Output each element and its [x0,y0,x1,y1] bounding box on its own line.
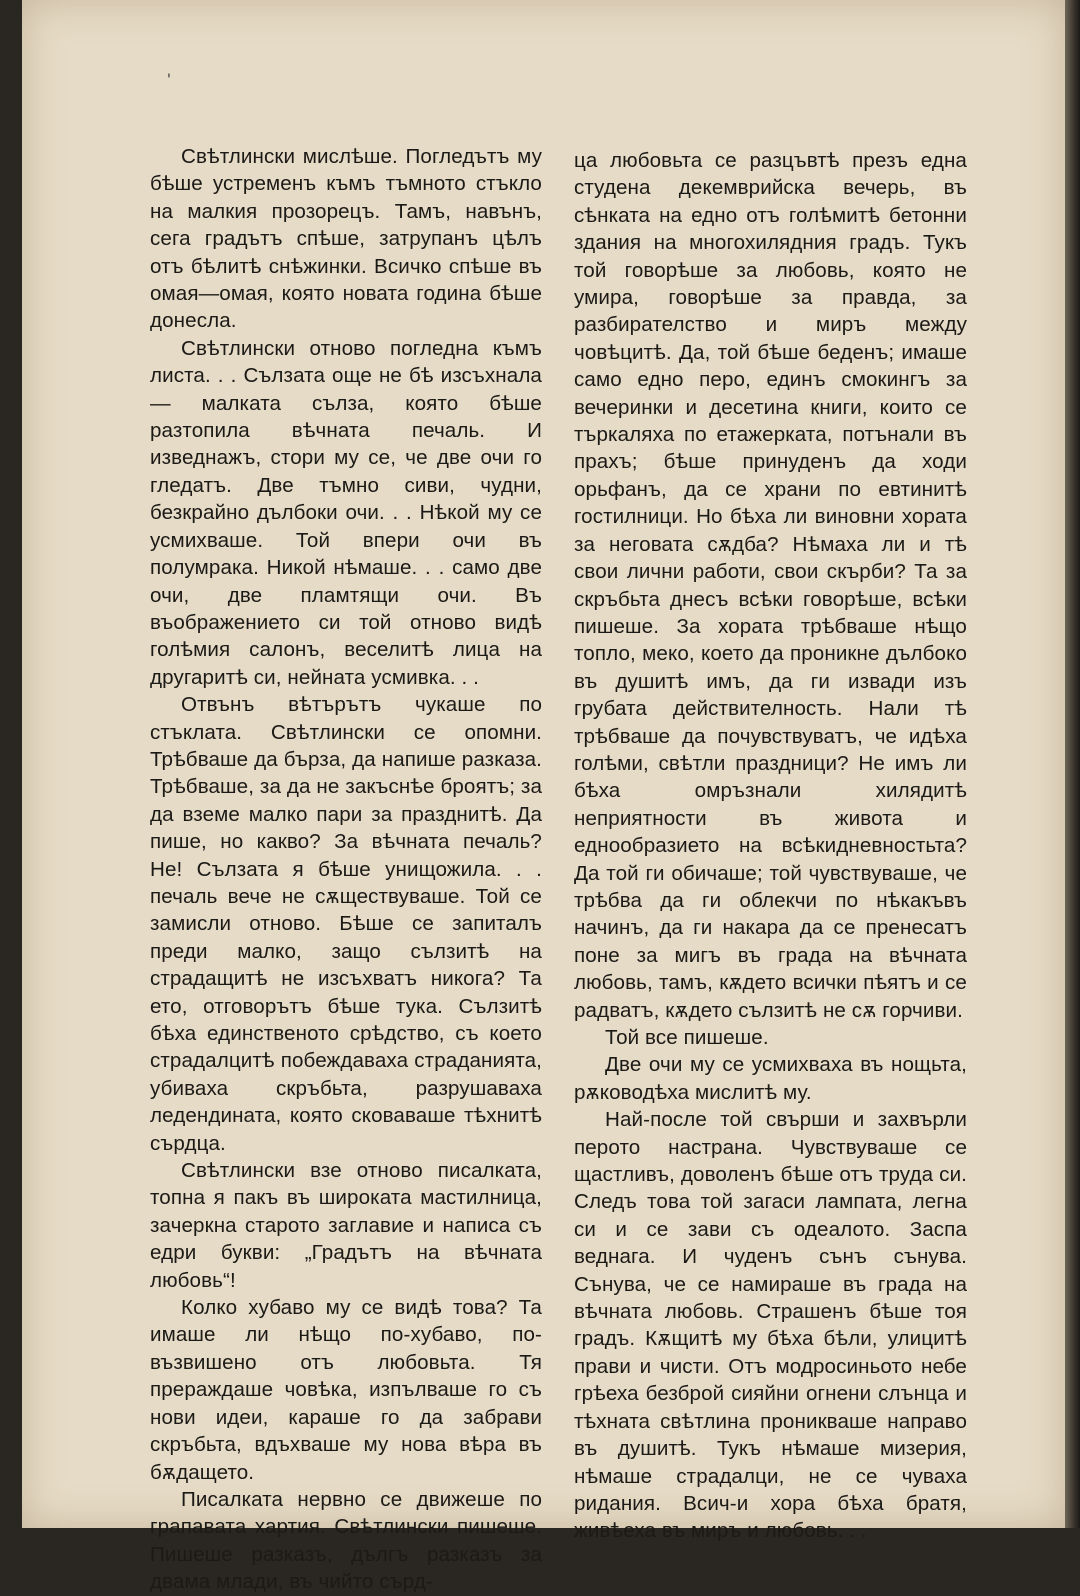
paragraph: Свѣтлински мислѣше. Погледътъ му бѣше устременъ къмъ тъмното стъкло на малкия прозорецъ. Тамъ, навънъ, сега градътъ спѣше, затрупанъ цѣлъ отъ бѣлитѣ снѣжинки. Всичко спѣше въ омая—омая, която новата година бѣше донесла. [150,145,542,333]
page-mark: ' [167,72,171,88]
paragraph: Той все пишеше. [605,1026,769,1049]
paragraph: Свѣтлински отново погледна къмъ листа. . . Сълзата още не бѣ изсъхнала — малката сълза, която бѣше разтопила вѣчната печаль. И изведнажъ, стори му се, че две очи го гледатъ. Две тъмно сиви, чудни, безкрайно дълбоки очи. . . Нѣкой му се усмихваше. Той впери очи въ полумрака. Никой нѣмаше. . . само две очи, две пламтящи очи. Въ въображението си той отново видѣ голѣмия салонъ, веселитѣ лица на другаритѣ си, нейната усмивка. . . [150,336,542,689]
paragraph: Две очи му се усмихваха въ нощьта, рѫководѣха мислитѣ му. [574,1053,967,1104]
text-column-right [574,147,967,1545]
paragraph: Писалката нервно се движеше по грапавата хартия. Свѣтлински пишеше. Пишеше разказъ, дългъ разказъ за двама млади, въ чийто сърд- [150,1487,542,1594]
paragraph: Колко хубаво му се видѣ това? Та имаше ли нѣщо по-хубаво, по-възвишено отъ любовьта. Тя прераждаше човѣка, изпълваше го съ нови идеи, караше го да забрави скръбьта, вдъхваше му нова вѣра въ бѫдащето. [150,1296,542,1484]
paragraph: Свѣтлински взе отново писалката, топна я пакъ въ широката мастилница, зачеркна старото заглавие и написа съ едри букви: „Градътъ на вѣчната любовь“! [150,1159,542,1292]
book-spine-edge [1065,0,1080,1528]
paragraph-continued: ца любовьта се разцъвтѣ презъ една студена декемврийска вечерь, въ сѣнката на едно отъ голѣмитѣ бетонни здания на многохилядния градъ. Тукъ той говорѣше за любовь, която не умира, говорѣше за правда, за разбирателство и миръ между човѣцитѣ. Да, той бѣше беденъ; имаше само едно перо, единъ смокингъ за вечеринки и десетина книги, които се търкаляха по етажерката, потънали въ прахъ; бѣше принуденъ да ходи орьфанъ, да се храни по евтинитѣ гостилници. Но бѣха ли виновни хората за неговата сѫдба? Нѣмаха ли и тѣ свои лични работи, свои скърби? Та за скръбьта днесъ всѣки говорѣше, всѣки пишеше. За хората трѣбваше нѣщо топло, меко, което да проникне дълбоко въ душитѣ имъ, да ги извади изъ грубата действителность. Нали тѣ трѣбваше да почувствуватъ, че идѣха голѣми, свѣтли праздници? Не имъ ли бѣха омръзнали хилядитѣ неприятности въ живота и еднообразието на всѣкидневностьта? Да той ги обичаше; той чувствуваше, че трѣбва да ги облекчи по нѣкакъвъ начинъ, да ги накара да се пренесатъ поне за мигъ въ града на вѣчната любовь, тамъ, кѫдето всички пѣятъ и се радватъ, кѫдето сълзитѣ не сѫ горчиви. [574,149,967,1022]
paragraph: Най-после той свърши и захвърли перото настрана. Чувствуваше се щастливъ, доволенъ бѣше отъ труда си. Следъ това той загаси лампата, легна си и се зави съ одеалото. Заспа веднага. И чуденъ сънъ сънува. Сънува, че се намираше въ града на вѣчната любовь. Страшенъ бѣше тоя градъ. Кѫщитѣ му бѣха бѣли, улицитѣ прави и чисти. Отъ модросиньото небе грѣеха безброй сияйни огнени слънца и тѣхната свѣтлина проникваше направо въ душитѣ. Тукъ нѣмаше мизерия, нѣмаше страдалци, не се чуваха ридания. Всич-и хора бѣха братя, живѣеха въ миръ и любовь. . . [574,1108,967,1543]
paragraph: Отвънъ вѣтърътъ чукаше по стъклата. Свѣтлински се опомни. Трѣбваше да бърза, да напише разказа. Трѣбваше, за да не закъснѣе броятъ; за да вземе малко пари за празднитѣ. Да пише, но какво? За вѣчната печаль? Не! Сълзата я бѣше унищожила. . . печаль вече не сѫществуваше. Той се замисли отново. Бѣше се запиталъ преди малко, защо сълзитѣ на страдащитѣ не изсъхватъ никога? Та ето, отговорътъ бѣше тука. Сълзитѣ бѣха единственото срѣдство, съ което страдалцитѣ побеждаваха страданията, убиваха скръбьта, разрушаваха ледендината, която сковаваше тѣхнитѣ сърдца. [150,693,542,1155]
book-page [22,0,1065,1594]
text-column-left [150,143,542,1596]
